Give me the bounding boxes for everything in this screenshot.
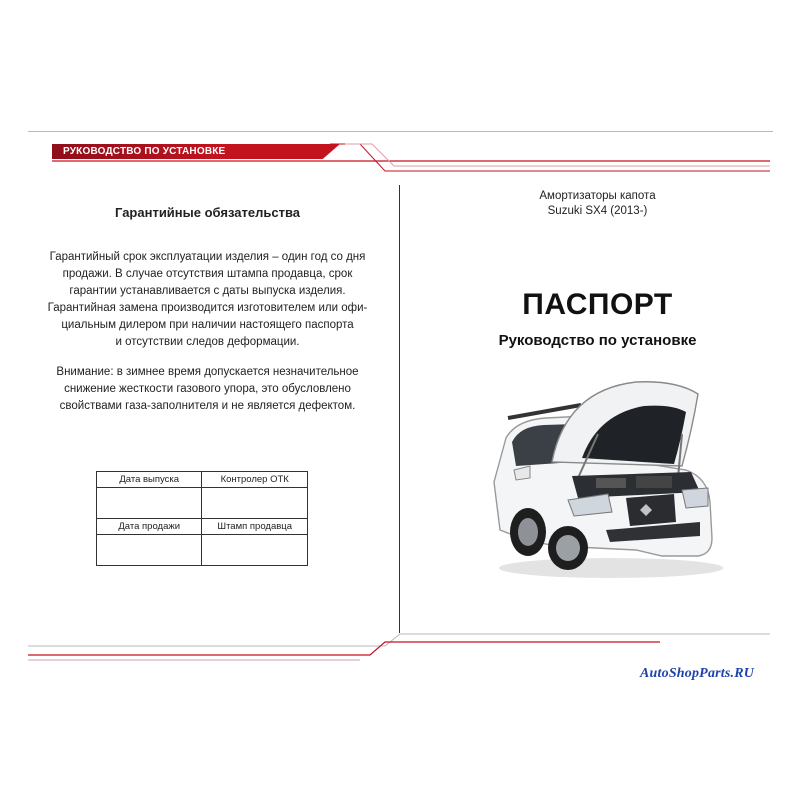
warranty-stamp-table	[96, 471, 308, 566]
warranty-line: Гарантийный срок эксплуатации изделия – один год со дня	[49, 251, 366, 263]
winter-notice-paragraph	[30, 364, 385, 415]
warranty-line: и отсутствии следов деформации.	[115, 336, 300, 348]
warranty-line: гарантии устанавливается с даты выпуска изделия.	[69, 285, 346, 297]
qc-controller-cell	[202, 488, 308, 519]
qc-controller-label: Контролер ОТК	[202, 472, 308, 488]
warranty-paragraph	[30, 249, 385, 351]
release-date-label: Дата выпуска	[97, 472, 202, 488]
header-banner-text: РУКОВОДСТВО ПО УСТАНОВКЕ	[63, 146, 226, 157]
notice-line: снижение жесткости газового упора, это обусловлено	[64, 383, 351, 395]
sale-date-cell	[97, 535, 202, 566]
notice-line: Внимание: в зимнее время допускается незначительное	[56, 366, 359, 378]
warranty-line: циальным дилером при наличии настоящего паспорта	[61, 319, 354, 331]
column-divider	[399, 185, 400, 633]
car-open-hood-illustration	[486, 370, 726, 582]
passport-subtitle: Руководство по установке	[498, 332, 697, 349]
seller-stamp-label: Штамп продавца	[202, 519, 308, 535]
warranty-title: Гарантийные обязательства	[115, 205, 300, 220]
passport-title: ПАСПОРТ	[522, 288, 673, 321]
product-name	[470, 189, 725, 219]
notice-line: свойствами газа-заполнителя и не является дефектом.	[59, 400, 356, 412]
site-watermark: AutoShopParts.RU	[640, 666, 755, 681]
warranty-line: Гарантийная замена производится изготовителем или офи-	[47, 302, 368, 314]
sale-date-label: Дата продажи	[97, 519, 202, 535]
seller-stamp-cell	[202, 535, 308, 566]
warranty-line: продажи. В случае отсутствия штампа продавца, срок	[62, 268, 353, 280]
product-model: Suzuki SX4 (2013-)	[547, 205, 648, 217]
product-type: Амортизаторы капота	[539, 190, 656, 202]
release-date-cell	[97, 488, 202, 519]
